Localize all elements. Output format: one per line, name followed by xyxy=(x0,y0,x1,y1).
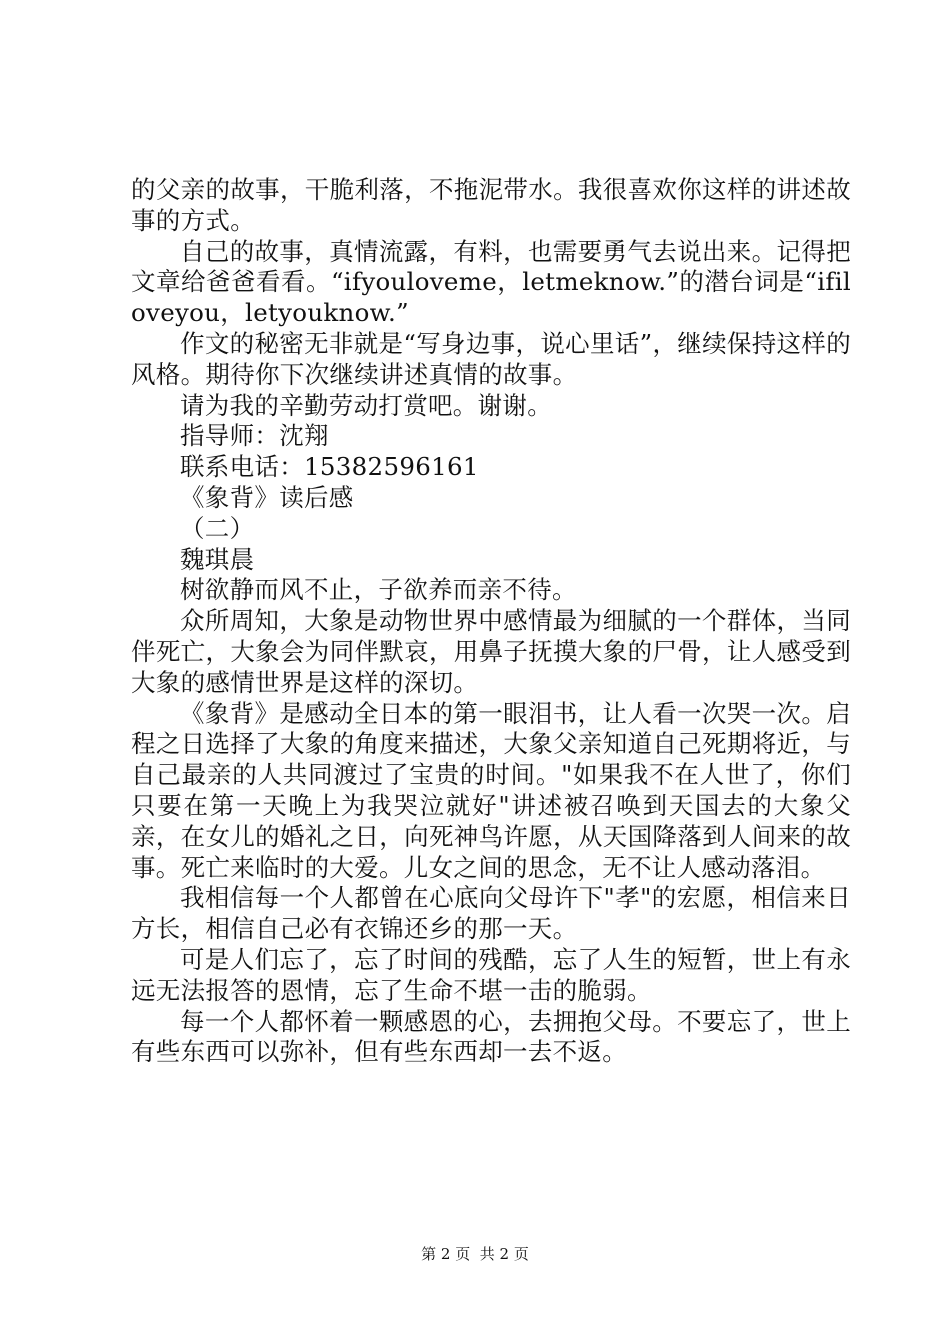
paragraph: 《象背》是感动全日本的第一眼泪书，让人看一次哭一次。启程之日选择了大象的角度来描述，大象父亲知道自己死期将近，与自己最亲的人共同渡过了宝贵的时间。"如果我不在人世了，你们只要在第一天晚上为我哭泣就好"讲述被召唤到天国去的大象父亲，在女儿的婚礼之日，向死神鸟许愿，从天国降落到人间来的故事。死亡来临时的大爱。儿女之间的思念，无不让人感动落泪。 xyxy=(131,698,851,882)
paragraph: 众所周知，大象是动物世界中感情最为细腻的一个群体，当同伴死亡，大象会为同伴默哀，用鼻子抚摸大象的尸骨，让人感受到大象的感情世界是这样的深切。 xyxy=(131,606,851,697)
reward-request-line: 请为我的辛勤劳动打赏吧。谢谢。 xyxy=(180,390,552,420)
page-footer xyxy=(0,1244,950,1264)
paragraph: 我相信每一个人都曾在心底向父母许下"孝"的宏愿，相信来日方长，相信自己必有衣锦还乡的那一天。 xyxy=(131,883,851,944)
essay-author: 魏琪晨 xyxy=(180,544,255,574)
paragraph: 可是人们忘了，忘了时间的残酷，忘了人生的短暂，世上有永远无法报答的恩情，忘了生命不堪一击的脆弱。 xyxy=(131,944,851,1005)
page-number-label: 第 2 页 共 2 页 xyxy=(421,1245,529,1263)
contact-phone-line: 联系电话：15382596161 xyxy=(180,452,479,482)
paragraph: 自己的故事，真情流露，有料，也需要勇气去说出来。记得把文章给爸爸看看。“ifyouloveme，letmeknow.”的潜台词是“ifiloveyou，letyouknow.” xyxy=(131,236,851,328)
paragraph: 的父亲的故事，干脆利落，不拖泥带水。我很喜欢你这样的讲述故事的方式。 xyxy=(131,175,851,235)
essay-section-number: （二） xyxy=(180,513,255,543)
document-body xyxy=(131,175,851,1068)
paragraph: 作文的秘密无非就是“写身边事，说心里话”，继续保持这样的风格。期待你下次继续讲述真情的故事。 xyxy=(131,328,851,389)
paragraph: 每一个人都怀着一颗感恩的心，去拥抱父母。不要忘了，世上有些东西可以弥补，但有些东西却一去不返。 xyxy=(131,1006,851,1067)
essay-epigraph: 树欲静而风不止，子欲养而亲不待。 xyxy=(180,575,577,605)
essay-title: 《象背》读后感 xyxy=(180,482,354,512)
instructor-line: 指导师：沈翔 xyxy=(180,421,329,451)
